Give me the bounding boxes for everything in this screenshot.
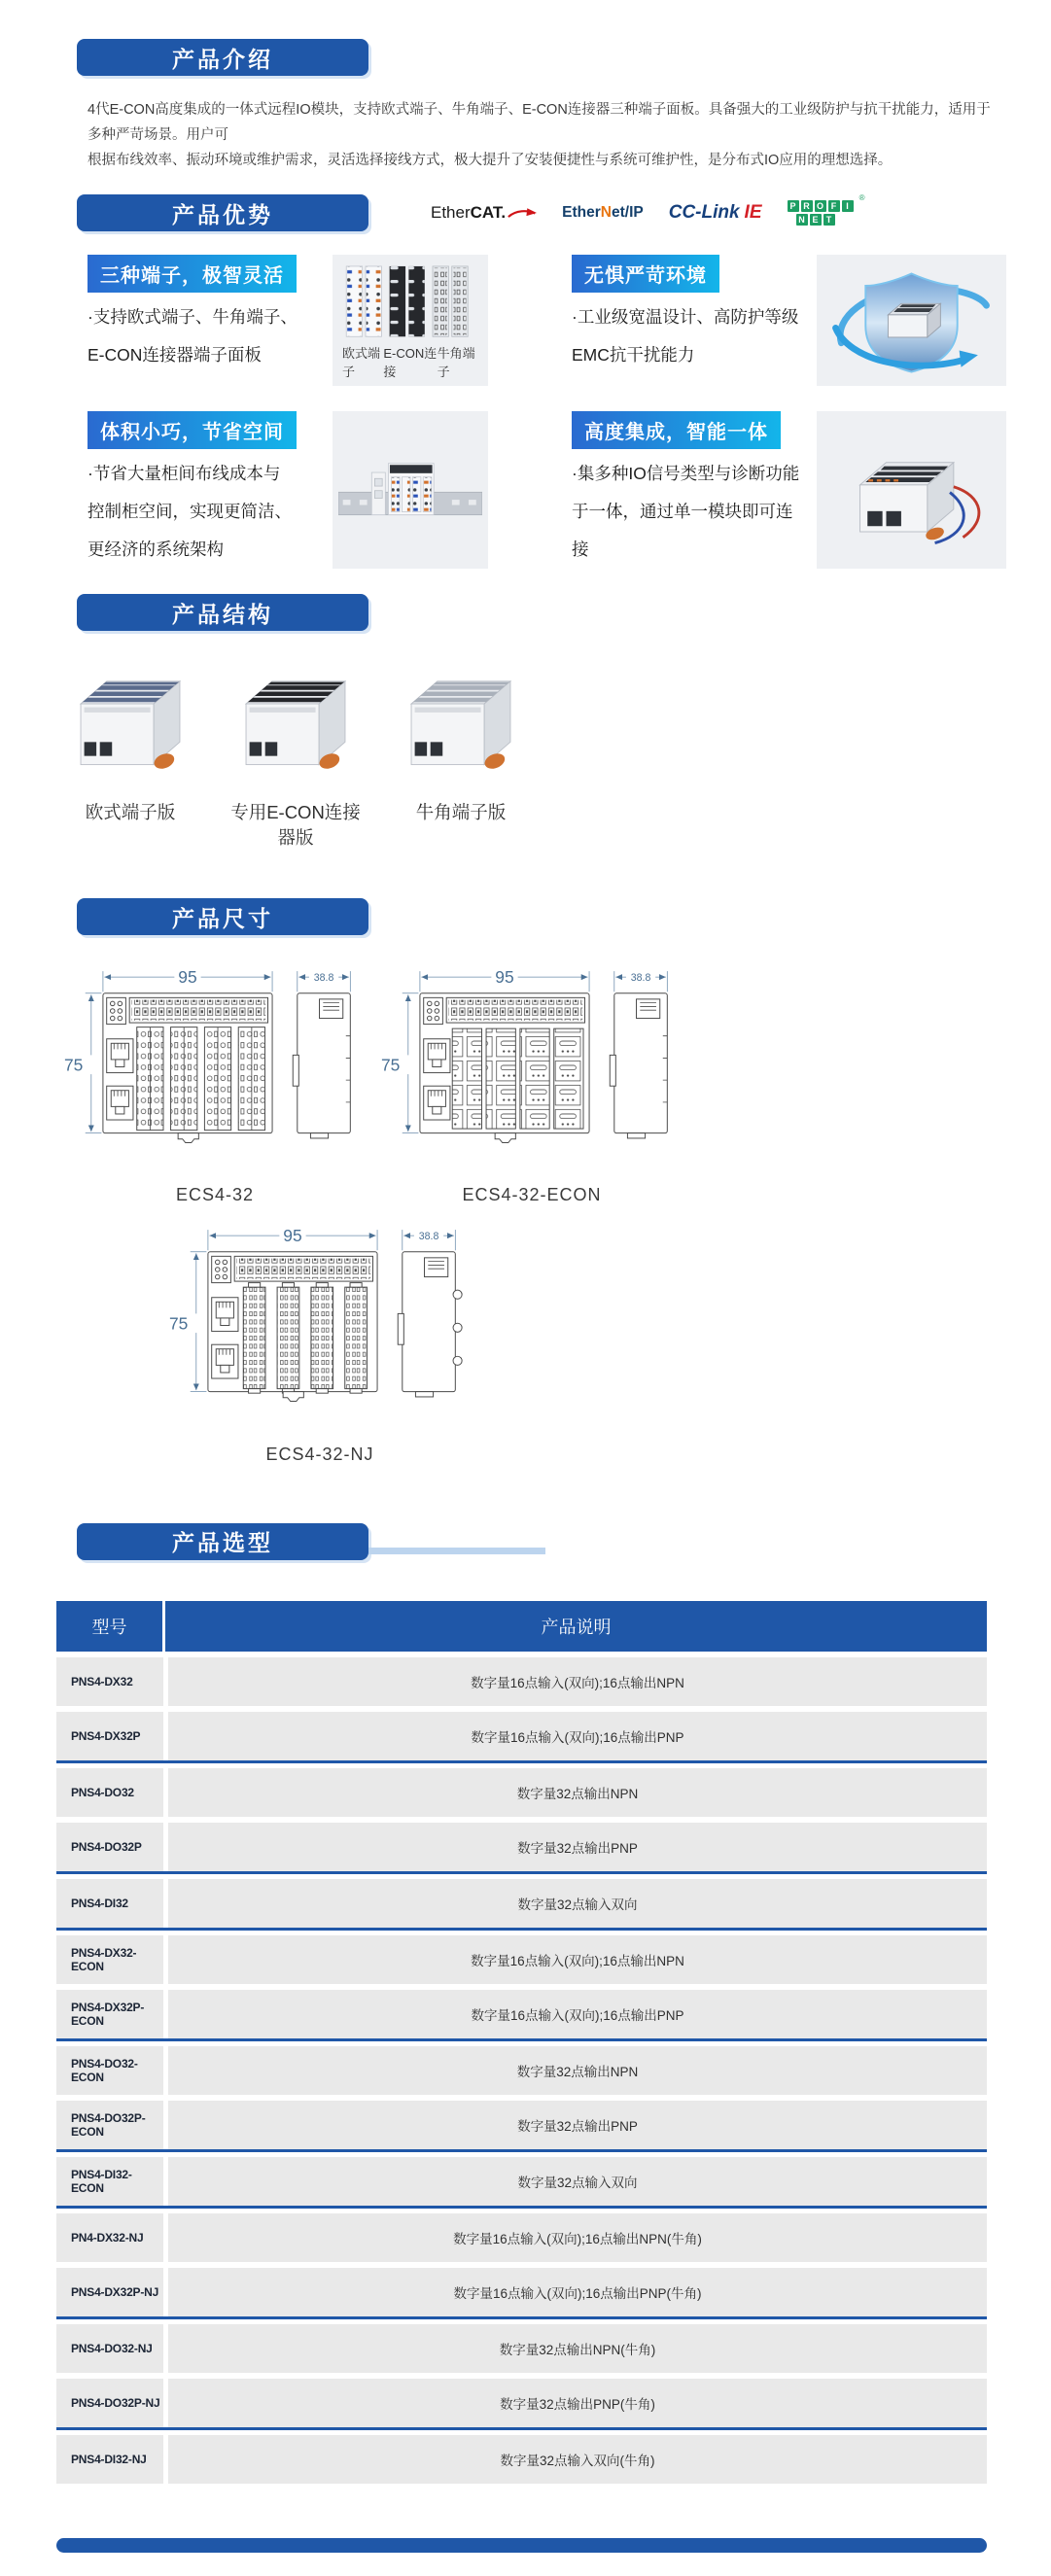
table-row <box>56 1990 987 2041</box>
feature-line: 更经济的系统架构 <box>88 540 224 560</box>
terminal-caption: E-CON连接 <box>383 345 438 379</box>
description-cell: 数字量32点输入双向(牛角) <box>168 2435 987 2484</box>
section-title-dimensions <box>77 898 368 935</box>
table-row <box>56 1768 987 1817</box>
dim-width: 95 <box>495 967 514 988</box>
terminal-caption: 牛角端子 <box>437 345 475 379</box>
cclink-ie-text: IE <box>744 202 762 223</box>
feature-line: E-CON连接器端子面板 <box>88 345 262 365</box>
model-cell: PNS4-DI32 <box>56 1879 163 1928</box>
table-row <box>56 1823 987 1874</box>
product-variant-euro <box>56 654 204 850</box>
description-cell: 数字量16点输入(双向);16点输出NPN(牛角) <box>168 2213 987 2262</box>
terminal-captions <box>338 341 482 380</box>
feature-line: ·节省大量柜间布线成本与 <box>88 464 281 484</box>
profinet-letter: I <box>842 200 854 212</box>
description-cell: 数字量16点输入(双向);16点输出NPN <box>168 1657 987 1706</box>
feature-line: ·工业级宽温设计、高防护等级 <box>572 307 799 327</box>
selection-table <box>56 1601 987 2484</box>
selection-underline <box>368 1548 545 1554</box>
eip-text-1: Ether <box>562 204 601 221</box>
model-cell: PNS4-DO32P-NJ <box>56 2379 163 2427</box>
dim-height: 75 <box>63 1055 84 1075</box>
table-row <box>56 2101 987 2152</box>
feature-title: 三种端子，极智灵活 <box>88 255 297 293</box>
dim-depth: 38.8 <box>313 972 334 985</box>
column-header-model: 型号 <box>56 1601 165 1652</box>
table-row <box>56 2213 987 2262</box>
table-row <box>56 1935 987 1984</box>
profinet-letter: F <box>828 200 840 212</box>
protocol-logos <box>431 193 865 226</box>
selection-header <box>0 1523 1051 1560</box>
model-cell: PNS4-DX32-ECON <box>56 1935 163 1984</box>
drawing-label: ECS4-32-ECON <box>462 1185 602 1205</box>
table-row <box>56 1657 987 1706</box>
ethernet-ip-logo <box>562 204 644 222</box>
description-cell: 数字量32点输入双向 <box>168 2157 987 2206</box>
model-cell: PNS4-DO32P-ECON <box>56 2101 163 2149</box>
model-cell: PNS4-DX32P-NJ <box>56 2268 163 2316</box>
feature-grid <box>88 255 1006 569</box>
feature-text <box>572 255 803 386</box>
model-cell: PNS4-DO32-NJ <box>56 2324 163 2373</box>
intro-paragraph-line1: 4代E-CON高度集成的一体式远程IO模块，支持欧式端子、牛角端子、E-CON连接器三种端子面板。具备强大的工业级防护与抗干扰能力，适用于多种严苛场景。用户可 <box>88 102 991 143</box>
description-cell: 数字量32点输出NPN <box>168 1768 987 1817</box>
advantages-header <box>0 194 1051 231</box>
shield-illustration <box>817 255 1006 386</box>
description-cell: 数字量32点输出PNP <box>168 2101 987 2149</box>
description-cell: 数字量16点输入(双向);16点输出NPN <box>168 1935 987 1984</box>
section-title-selection <box>77 1523 368 1560</box>
dim-height: 75 <box>380 1055 401 1075</box>
profinet-logo <box>788 193 865 226</box>
dimension-drawings-row1 <box>60 962 1051 1205</box>
table-row <box>56 2324 987 2373</box>
product-variants <box>56 654 1051 850</box>
description-cell: 数字量32点输出PNP(牛角) <box>168 2379 987 2427</box>
feature-lines <box>88 455 319 569</box>
terminal-caption: 欧式端子 <box>342 345 381 379</box>
product-image-econ <box>222 654 369 786</box>
model-cell: PNS4-DX32 <box>56 1657 163 1706</box>
feature-line: 于一体，通过单一模块即可连接 <box>572 502 793 560</box>
table-row <box>56 1712 987 1763</box>
feature-line: ·支持欧式端子、牛角端子、 <box>88 307 298 327</box>
dimension-drawing-ecs4-32-nj <box>165 1221 474 1464</box>
model-cell: PNS4-DO32 <box>56 1768 163 1817</box>
profinet-letter: N <box>796 214 808 226</box>
ecs4-32-nj-drawing <box>165 1221 474 1442</box>
description-cell: 数字量16点输入(双向);16点输出PNP(牛角) <box>168 2268 987 2316</box>
product-caption: 欧式端子版 <box>85 802 176 823</box>
section-title-selection-label: 产品选型 <box>172 1530 273 1556</box>
product-caption: 专用E-CON连接器版 <box>230 802 361 849</box>
dim-depth: 38.8 <box>630 972 651 985</box>
feature-lines <box>572 298 803 374</box>
model-cell: PNS4-DO32-ECON <box>56 2046 163 2095</box>
section-title-structure-label: 产品结构 <box>172 601 273 627</box>
feature-title: 高度集成，智能一体 <box>572 411 781 449</box>
column-header-description: 产品说明 <box>541 1617 612 1637</box>
dimension-drawings-row2 <box>165 1221 1051 1464</box>
profinet-letter: P <box>788 200 799 212</box>
din-rail-image <box>338 445 482 535</box>
section-title-advantages <box>77 194 368 231</box>
terminal-types-image <box>338 261 482 341</box>
product-variant-econ <box>222 654 369 850</box>
profinet-letter: O <box>815 200 826 212</box>
section-title-advantages-label: 产品优势 <box>172 201 273 227</box>
ethercat-text-bold: CAT. <box>470 203 507 222</box>
feature-title: 体积小巧，节省空间 <box>88 411 297 449</box>
shield-image <box>823 261 1000 380</box>
model-cell: PNS4-DX32P <box>56 1712 163 1760</box>
integrated-module-illustration <box>817 411 1006 569</box>
feature-card-terminals <box>88 255 488 386</box>
dim-width: 95 <box>283 1226 302 1246</box>
dimension-drawing-ecs4-32 <box>60 962 369 1205</box>
eip-text-2: et/IP <box>611 204 644 221</box>
feature-text <box>88 255 319 386</box>
table-row <box>56 2435 987 2484</box>
table-row <box>56 2157 987 2209</box>
dim-width: 95 <box>178 967 197 988</box>
intro-paragraph <box>88 97 1004 173</box>
feature-card-environment <box>572 255 1006 386</box>
product-variant-horn <box>387 654 535 850</box>
intro-paragraph-line2: 根据布线效率、振动环境或维护需求，灵活选择接线方式，极大提升了安装便捷性与系统可维护性，是分布式IO应用的理想选择。 <box>88 153 893 168</box>
dimension-drawing-ecs4-32-econ <box>377 962 686 1205</box>
page <box>0 39 1051 2553</box>
description-cell: 数字量16点输入(双向);16点输出PNP <box>168 1990 987 2038</box>
drawing-label: ECS4-32 <box>175 1185 255 1205</box>
profinet-row2 <box>796 214 837 226</box>
profinet-row1 <box>788 200 856 212</box>
table-row <box>56 1879 987 1931</box>
table-header <box>56 1601 987 1652</box>
feature-title: 无惧严苛环境 <box>572 255 719 293</box>
integrated-module-image <box>823 431 1000 550</box>
description-cell: 数字量32点输出NPN <box>168 2046 987 2095</box>
model-cell: PNS4-DI32-ECON <box>56 2157 163 2206</box>
model-cell: PNS4-DO32P <box>56 1823 163 1871</box>
feature-lines <box>88 298 319 374</box>
cclink-ie-logo <box>669 202 762 224</box>
footer-bar <box>56 2538 987 2553</box>
profinet-letter: R <box>801 200 813 212</box>
feature-lines <box>572 455 803 569</box>
feature-card-integrated <box>572 411 1006 569</box>
description-cell: 数字量16点输入(双向);16点输出PNP <box>168 1712 987 1760</box>
feature-line: ·集多种IO信号类型与诊断功能 <box>572 464 800 484</box>
dim-depth: 38.8 <box>418 1231 439 1243</box>
product-image-horn <box>387 654 535 786</box>
ethercat-text: Ether <box>431 203 471 222</box>
registered-mark: ® <box>858 193 865 202</box>
feature-text <box>88 411 319 569</box>
feature-card-compact <box>88 411 488 569</box>
feature-line: 控制柜空间，实现更简洁、 <box>88 502 292 522</box>
cclink-text: CC-Link <box>668 202 740 223</box>
din-rail-illustration <box>333 411 488 569</box>
feature-line: EMC抗干扰能力 <box>572 345 695 365</box>
ethercat-arrow-icon <box>508 207 537 220</box>
section-title-intro-label: 产品介绍 <box>172 46 273 72</box>
description-cell: 数字量32点输出PNP <box>168 1823 987 1871</box>
model-cell: PNS4-DI32-NJ <box>56 2435 163 2484</box>
section-title-dimensions-label: 产品尺寸 <box>172 905 273 931</box>
profinet-letter: T <box>823 214 835 226</box>
description-cell: 数字量32点输入双向 <box>168 1879 987 1928</box>
section-title-intro <box>77 39 368 76</box>
drawing-label: ECS4-32-NJ <box>265 1444 374 1464</box>
model-cell: PNS4-DX32P-ECON <box>56 1990 163 2038</box>
product-image-euro <box>56 654 204 786</box>
profinet-letter: E <box>810 214 822 226</box>
ecs4-32-drawing <box>60 962 369 1183</box>
feature-text <box>572 411 803 569</box>
terminal-types-illustration <box>333 255 488 386</box>
description-cell: 数字量32点输出NPN(牛角) <box>168 2324 987 2373</box>
eip-text-accent: N <box>600 204 612 221</box>
table-row <box>56 2046 987 2095</box>
dim-height: 75 <box>168 1313 189 1334</box>
ecs4-32-econ-drawing <box>377 962 686 1183</box>
section-title-structure <box>77 594 368 631</box>
model-cell: PN4-DX32-NJ <box>56 2213 163 2262</box>
table-row <box>56 2268 987 2319</box>
table-row <box>56 2379 987 2430</box>
ethercat-logo <box>431 203 537 223</box>
product-caption: 牛角端子版 <box>415 802 507 823</box>
